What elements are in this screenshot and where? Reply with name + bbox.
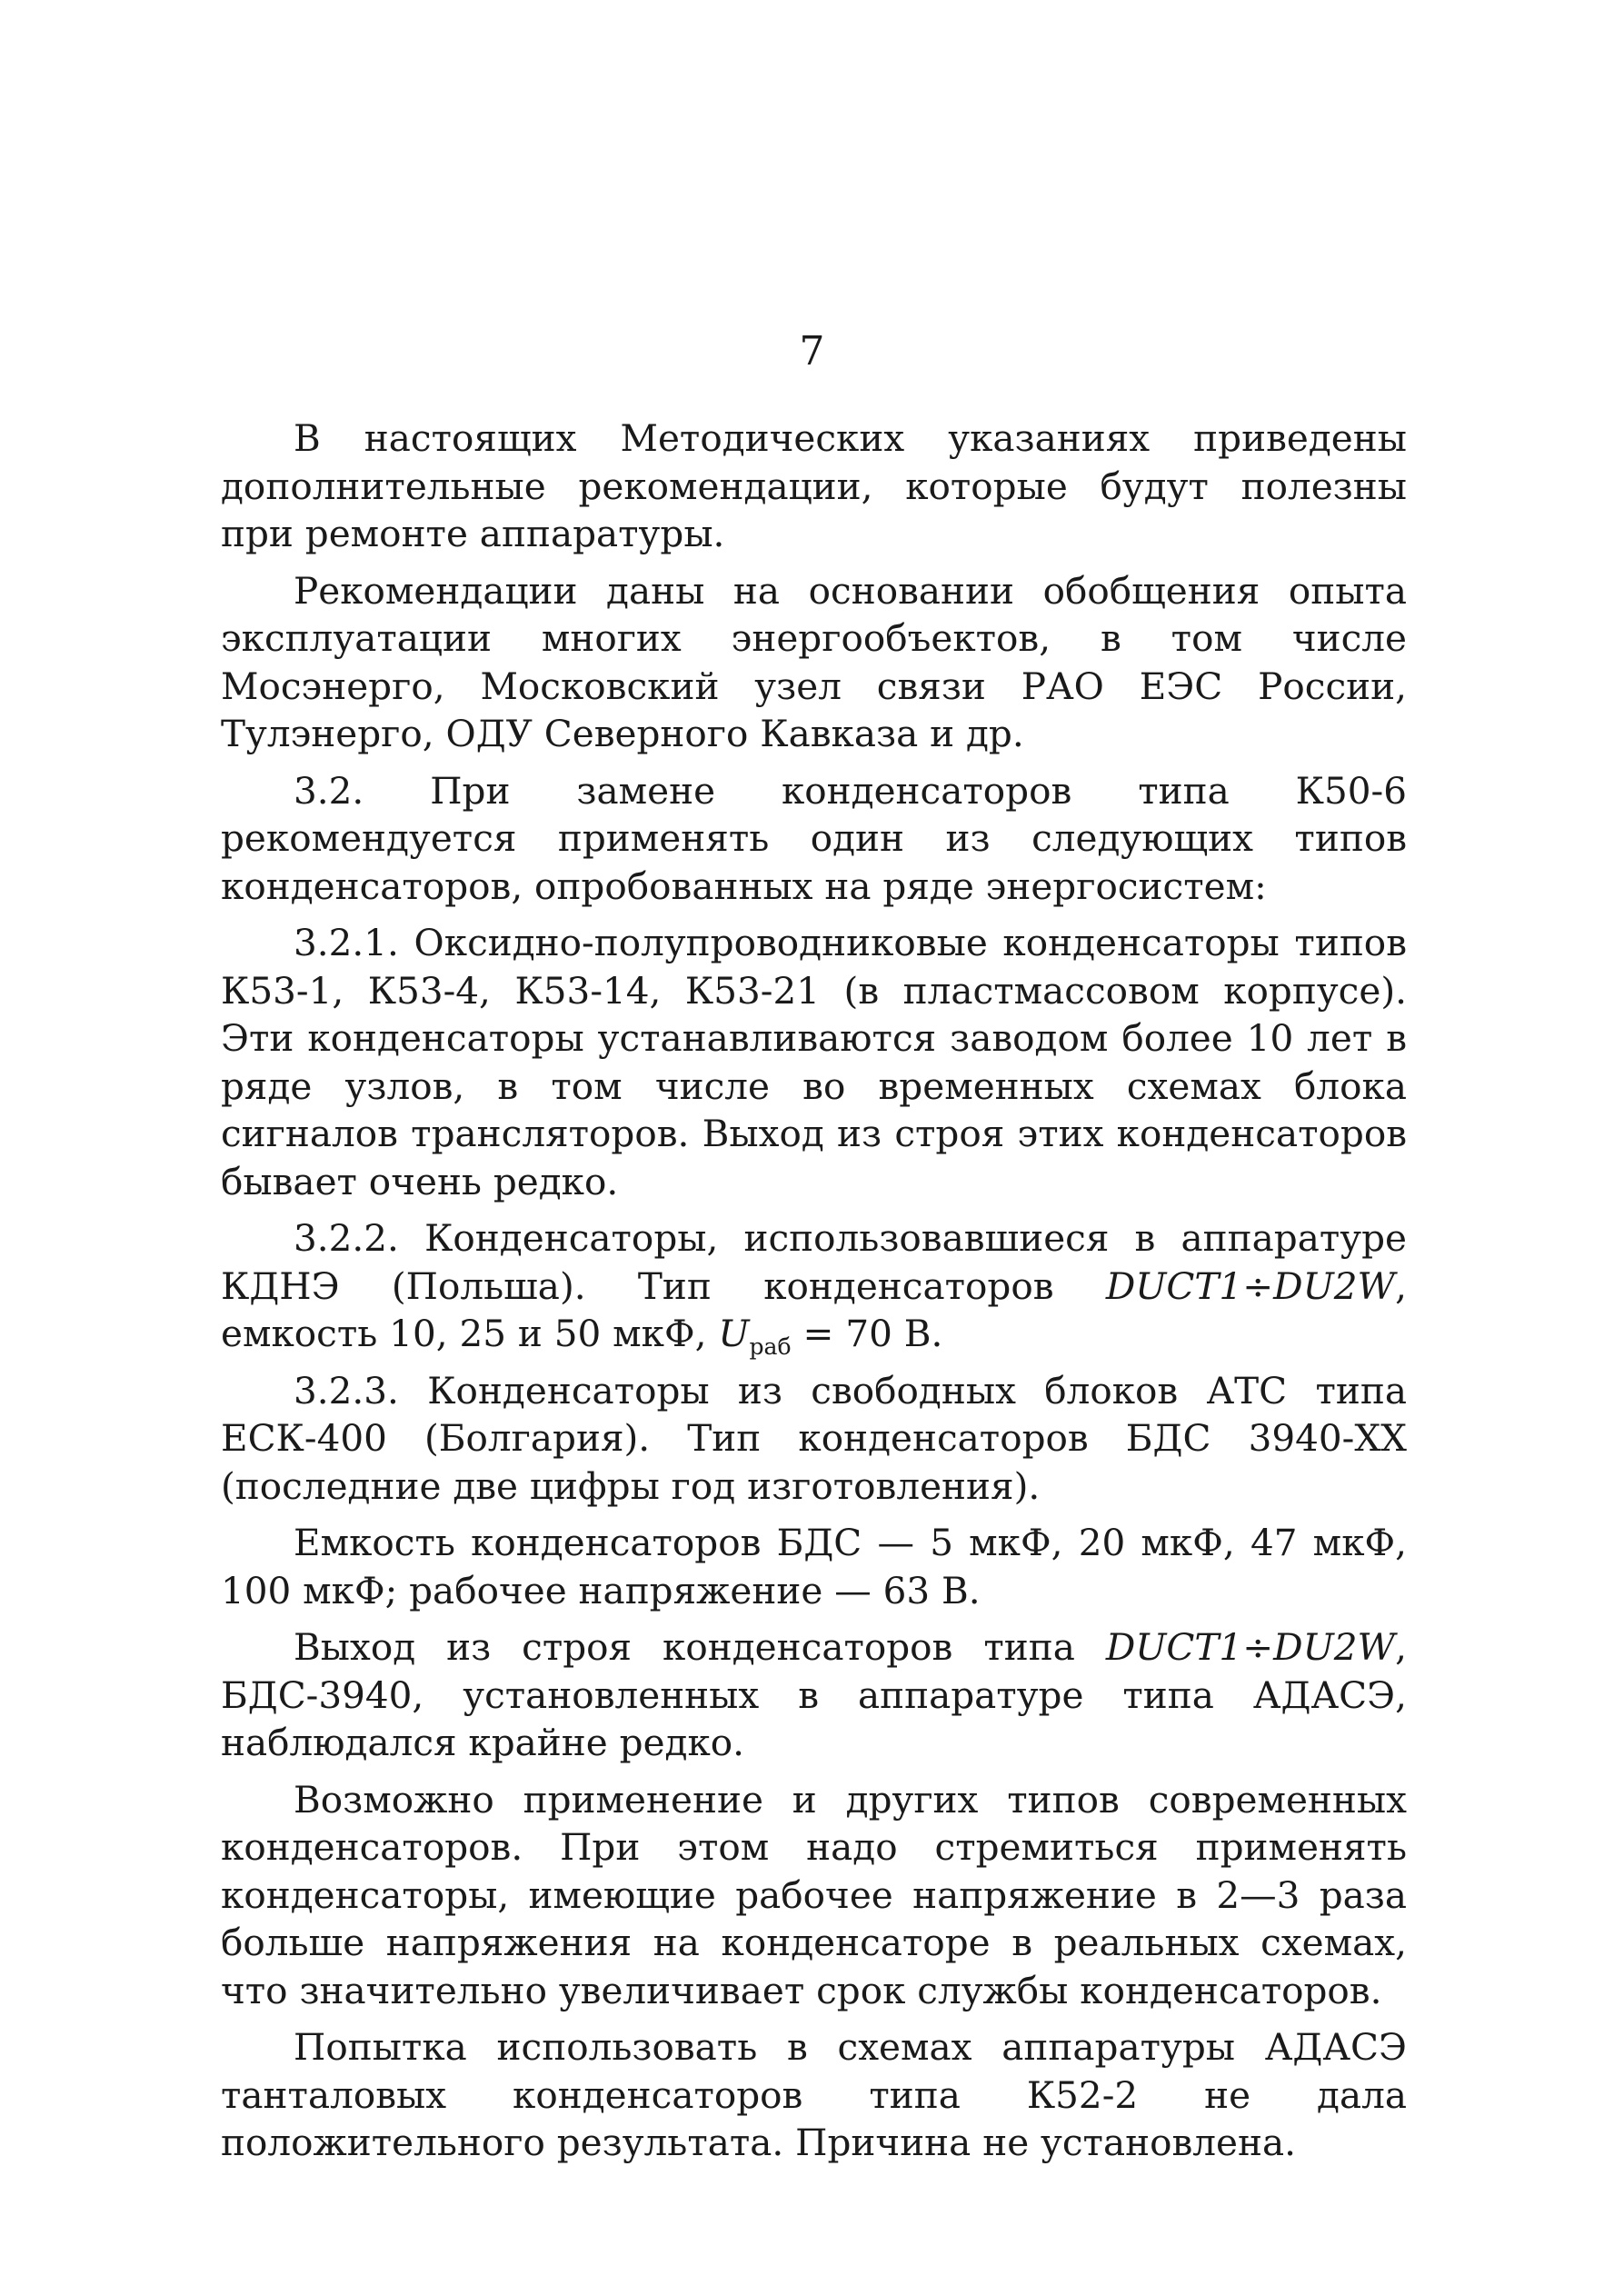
- paragraph-3-2-1: 3.2.1. Оксидно-полупроводниковые конденсаторы типов К53-1, К53-4, К53-14, К53-21 (в пластмассовом корпусе). Эти конденсаторы устанавливаются заводом более 10 лет в ряде узлов, в том числе во временных схемах блока сигналов трансляторов. Выход из строя этих конденсаторов бывает очень редко.: [221, 921, 1407, 1203]
- paragraph-failure-text-b: , БДС-3940, установленных в аппаратуре типа АДАСЭ, наблюдался крайне редко.: [221, 1625, 1407, 1764]
- paragraph-3-2-2-text-c: = 70 В.: [791, 1312, 943, 1355]
- range-separator: ÷: [1242, 1263, 1274, 1308]
- paragraph-3-2-3: 3.2.3. Конденсаторы из свободных блоков АТС типа ЕСК-400 (Болгария). Тип конденсаторов БДС 3940-XX (последние две цифры год изготовления).: [221, 1368, 1407, 1508]
- paragraph-bds-capacitance: Емкость конденсаторов БДС — 5 мкФ, 20 мкФ, 47 мкФ, 100 мкФ; рабочее напряжение — 63 В.: [221, 1521, 1407, 1612]
- paragraph-failure-text-a: Выход из строя конденсаторов типа: [294, 1625, 1106, 1669]
- paragraph-3-2-2-text-a: 3.2.2. Конденсаторы, использовавшиеся в аппаратуре КДНЭ (Польша). Тип конденсаторов: [221, 1216, 1407, 1308]
- paragraph-3-2: 3.2. При замене конденсаторов типа К50-6 рекомендуется применять один из следующих типов конденсаторов, опробованных на ряде энергосистем:: [221, 768, 1407, 908]
- paragraph-3-2-2: [221, 1214, 1407, 1358]
- paragraph-recommendations-basis: Рекомендации даны на основании обобщения опыта эксплуатации многих энергообъектов, в том числе Мосэнерго, Московский узел связи РАО ЕЭС России, Тулэнерго, ОДУ Северного Кавказа и др.: [221, 568, 1407, 755]
- voltage-subscript: раб: [749, 1333, 792, 1360]
- paragraph-tantalum-attempt: Попытка использовать в схемах аппаратуры АДАСЭ танталовых конденсаторов типа К52-2 не дала положительного результата. Причина не установлена.: [221, 2025, 1407, 2164]
- capacitor-type-du2w: DU2W: [1273, 1625, 1396, 1669]
- paragraph-other-types: Возможно применение и других типов современных конденсаторов. При этом надо стремиться применять конденсаторы, имеющие рабочее напряжение в 2—3 раза больше напряжения на конденсаторе в реальных схемах, что значительно увеличивает срок службы конденсаторов.: [221, 1777, 1407, 2012]
- document-body: [221, 414, 1407, 2176]
- page-number: 7: [799, 328, 825, 374]
- range-separator: ÷: [1242, 1625, 1274, 1669]
- paragraph-3-2-2-text-b: , емкость 10, 25 и 50 мкФ,: [221, 1263, 1407, 1355]
- capacitor-type-duct1: DUCT1: [1105, 1625, 1243, 1669]
- paragraph-intro: В настоящих Методических указаниях приведены дополнительные рекомендации, которые будут полезны при ремонте аппаратуры.: [221, 416, 1407, 555]
- capacitor-type-duct1: DUCT1: [1105, 1263, 1243, 1308]
- voltage-symbol: U: [718, 1312, 750, 1355]
- paragraph-failure-rate: [221, 1623, 1407, 1767]
- capacitor-type-du2w: DU2W: [1273, 1263, 1396, 1308]
